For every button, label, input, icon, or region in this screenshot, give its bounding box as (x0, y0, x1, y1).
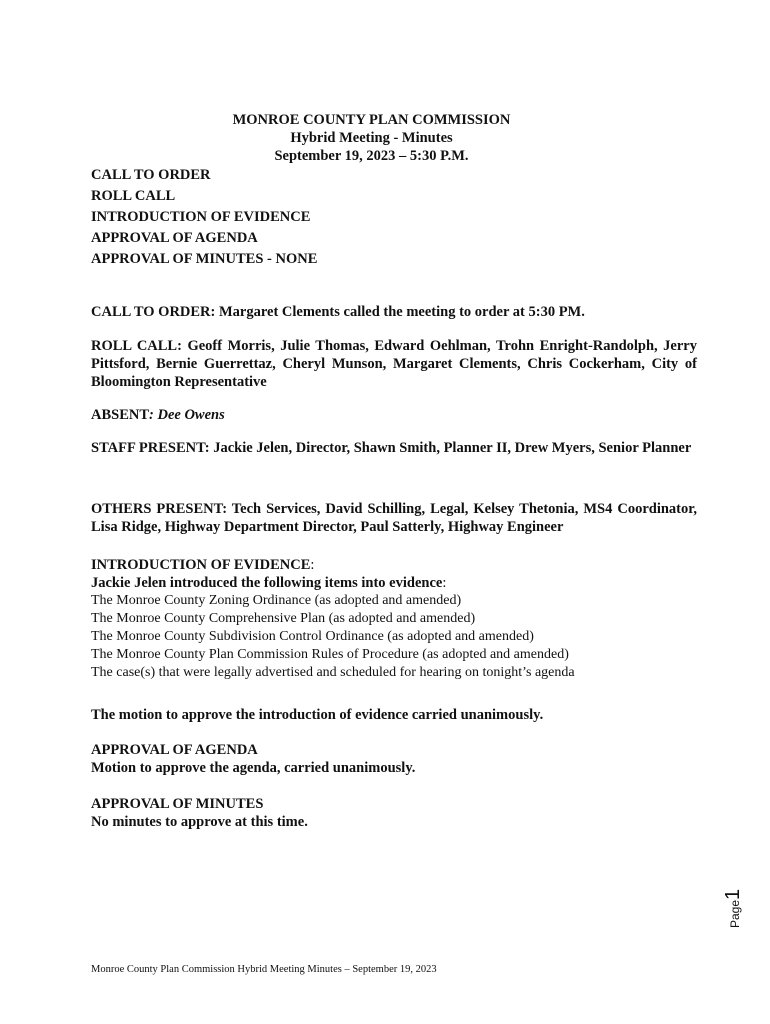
evidence-section (91, 556, 697, 682)
approval-minutes-heading: APPROVAL OF MINUTES (91, 796, 264, 812)
evidence-item: The Monroe County Subdivision Control Ordinance (as adopted and amended) (91, 629, 534, 644)
agenda-item: INTRODUCTION OF EVIDENCE (91, 209, 311, 225)
header-subtitle: Hybrid Meeting - Minutes (290, 130, 453, 146)
staff-present-paragraph: STAFF PRESENT: Jackie Jelen, Director, Shawn Smith, Planner II, Drew Myers, Senior Planner (91, 440, 692, 456)
agenda-item: CALL TO ORDER (91, 167, 211, 183)
evidence-item: The Monroe County Plan Commission Rules of Procedure (as adopted and amended) (91, 647, 569, 662)
agenda-list (91, 165, 317, 270)
evidence-heading-colon: : (310, 557, 315, 573)
others-present-paragraph: OTHERS PRESENT: Tech Services, David Schilling, Legal, Kelsey Thetonia, MS4 Coordinator, Lisa Ridge, Highway Department Director, Paul Satterly, Highway Engineer (91, 501, 697, 535)
evidence-intro: Jackie Jelen introduced the following items into evidence (91, 575, 443, 591)
page-number-value: 1 (722, 888, 744, 900)
roll-call-paragraph: ROLL CALL: Geoff Morris, Julie Thomas, Edward Oehlman, Trohn Enright-Randolph, Jerry Pittsford, Bernie Guerrettaz, Cheryl Munson, Margaret Clements, Chris Cockerham, City of Bloomington Representative (91, 338, 697, 390)
page-footer: Monroe County Plan Commission Hybrid Meeting Minutes – September 19, 2023 (91, 964, 437, 975)
agenda-item: APPROVAL OF MINUTES - NONE (91, 251, 318, 267)
absent-label: ABSENT (91, 407, 150, 423)
agenda-item: APPROVAL OF AGENDA (91, 230, 258, 246)
approval-agenda-section (91, 741, 697, 777)
evidence-item: The Monroe County Comprehensive Plan (as adopted and amended) (91, 611, 476, 626)
evidence-motion: The motion to approve the introduction of evidence carried unanimously. (91, 707, 544, 723)
absent-paragraph (91, 406, 697, 424)
evidence-heading: INTRODUCTION OF EVIDENCE (91, 557, 311, 573)
page-number (704, 880, 754, 930)
evidence-list (91, 592, 697, 682)
approval-agenda-text: Motion to approve the agenda, carried unanimously. (91, 760, 416, 776)
call-to-order-paragraph: CALL TO ORDER: Margaret Clements called the meeting to order at 5:30 PM. (91, 304, 585, 320)
approval-minutes-text: No minutes to approve at this time. (91, 814, 308, 830)
header-date: September 19, 2023 – 5:30 P.M. (274, 148, 469, 164)
approval-minutes-section (91, 795, 697, 831)
evidence-item: The case(s) that were legally advertised and scheduled for hearing on tonight’s agenda (91, 665, 575, 680)
page-number-label: Page (728, 899, 742, 928)
absent-value: : Dee Owens (149, 407, 225, 423)
evidence-item: The Monroe County Zoning Ordinance (as adopted and amended) (91, 593, 462, 608)
document-header (0, 111, 743, 165)
evidence-intro-colon: : (442, 575, 447, 591)
agenda-item: ROLL CALL (91, 188, 176, 204)
approval-agenda-heading: APPROVAL OF AGENDA (91, 742, 258, 758)
header-title: MONROE COUNTY PLAN COMMISSION (232, 112, 511, 128)
